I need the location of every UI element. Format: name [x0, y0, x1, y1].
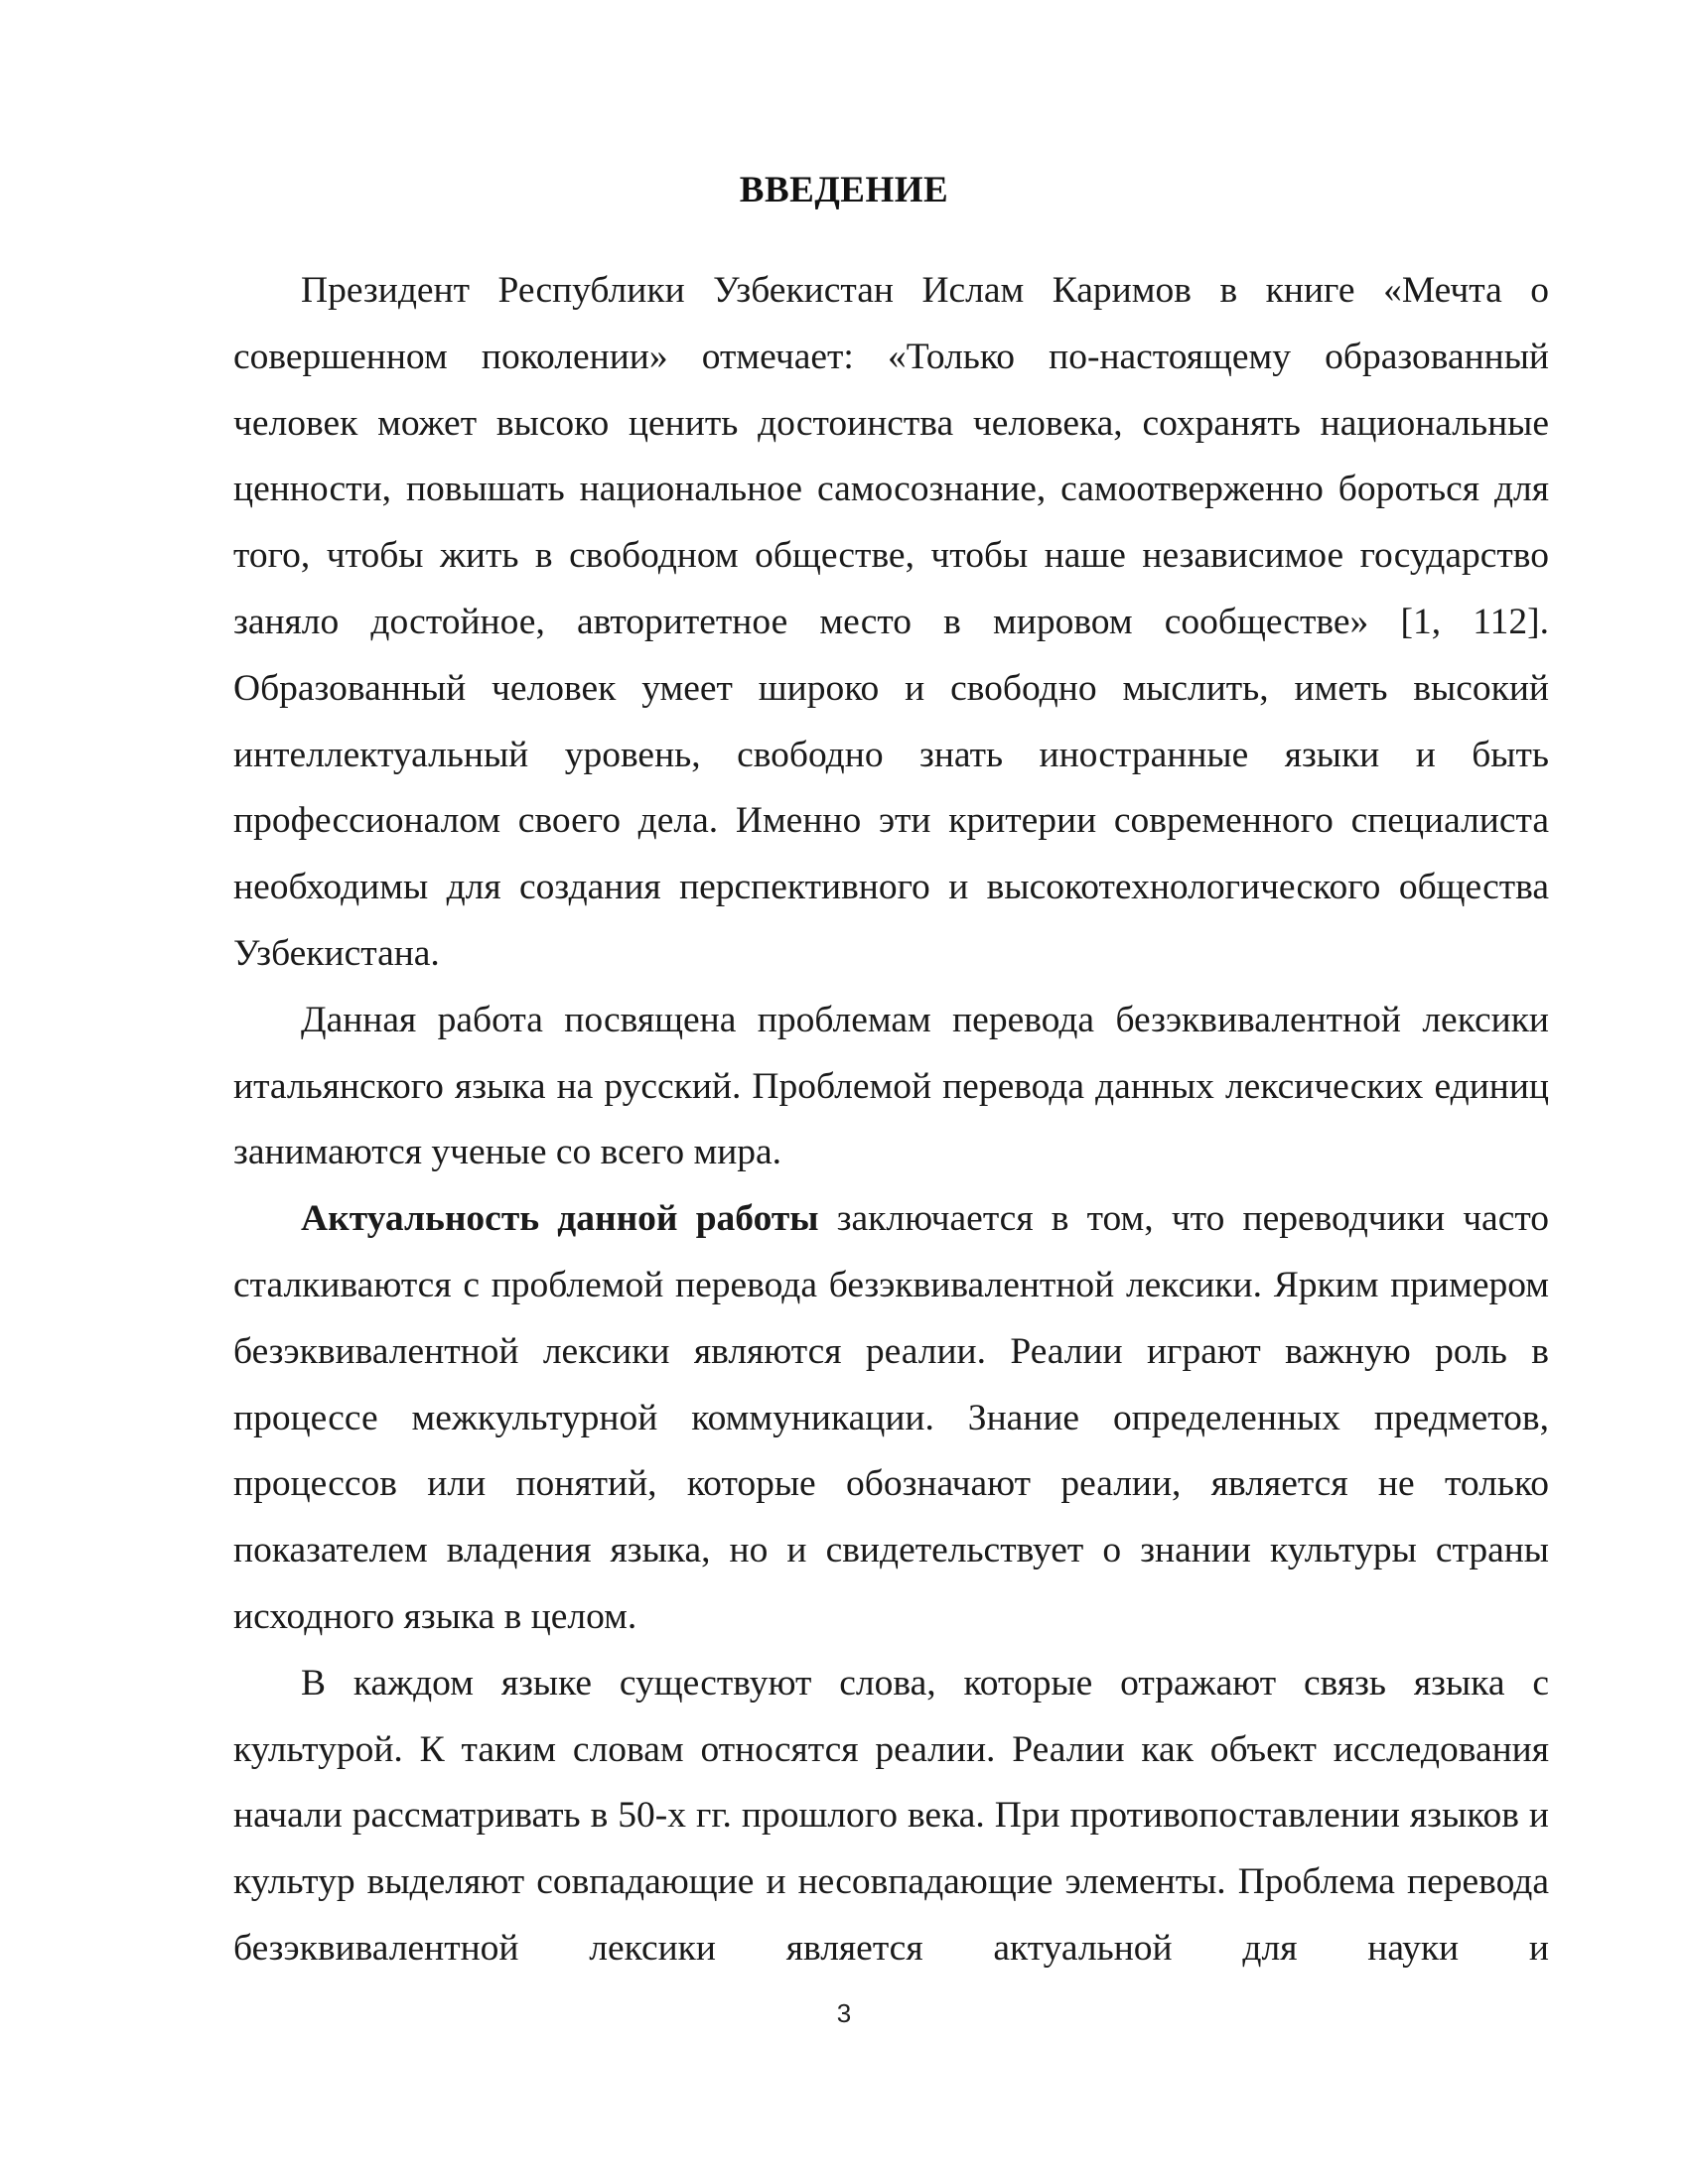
relevance-lead: Актуальность данной работы	[301, 1198, 819, 1240]
relevance-text: заключается в том, что переводчики часто сталкиваются с проблемой перевода безэквивалентной лексики. Ярким примером безэквивалентной лексики являются реалии. Реалии играют важную роль в процессе межкультурной коммуникации. Знание определенных предметов, процессов или понятий, которые обозначают реалии, является не только показателем владения языка, но и свидетельствует о знании культуры страны исходного языка в целом.	[233, 1198, 1549, 1637]
body-text	[233, 258, 1549, 1982]
page-title: ВВЕДЕНИЕ	[739, 170, 949, 210]
paragraph-topic: Данная работа посвящена проблемам перевода безэквивалентной лексики итальянского языка на русский. Проблемой перевода данных лексических единиц занимаются ученые со всего мира.	[233, 999, 1549, 1173]
paragraph-realia: В каждом языке существуют слова, которые отражают связь языка с культурой. К таким словам относятся реалии. Реалии как объект исследования начали рассматривать в 50-х гг. прошлого века. При противопоставлении языков и культур выделяют совпадающие и несовпадающие элементы. Проблема перевода безэквивалентной лексики является актуальной для науки и	[233, 1662, 1549, 1969]
paragraph-president-quote: Президент Республики Узбекистан Ислам Каримов в книге «Мечта о совершенном поколении» отмечает: «Только по-настоящему образованный человек может высоко ценить достоинства человека, сохранять национальные ценности, повышать национальное самосознание, самоотверженно бороться для того, чтобы жить в свободном обществе, чтобы наше независимое государство заняло достойное, авторитетное место в мировом сообществе» [1, 112]. Образованный человек умеет широко и свободно мыслить, иметь высокий интеллектуальный уровень, свободно знать иностранные языки и быть профессионалом своего дела. Именно эти критерии современного специалиста необходимы для создания перспективного и высокотехнологического общества Узбекистана.	[233, 270, 1549, 974]
paragraph-relevance	[233, 1186, 1549, 1651]
page-number: 3	[836, 1998, 852, 2028]
